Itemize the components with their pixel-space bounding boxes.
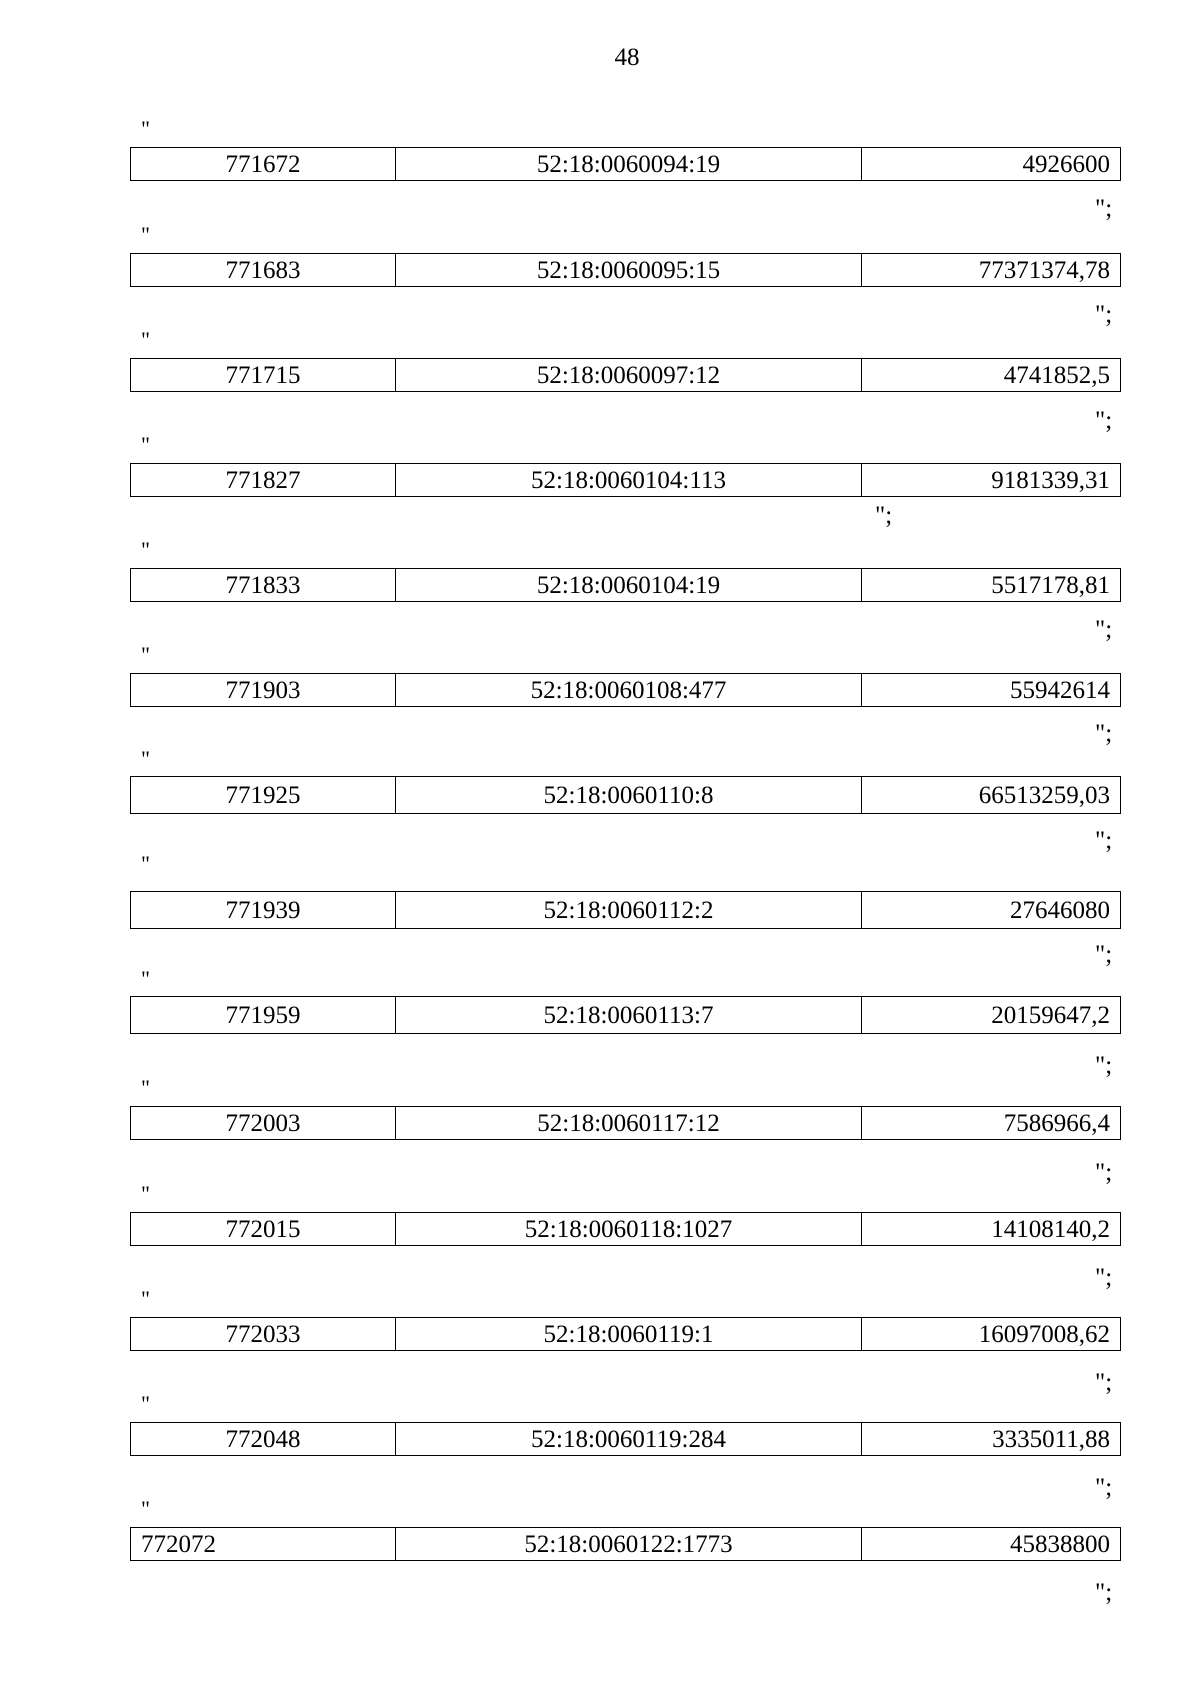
close-quote: "; — [1095, 616, 1113, 643]
open-quote: " — [141, 1496, 150, 1521]
cell-id: 771939 — [131, 892, 396, 928]
table-row — [130, 1106, 1121, 1140]
table-row — [130, 776, 1121, 814]
cell-value: 20159647,2 — [991, 1001, 1110, 1029]
close-quote: "; — [1095, 827, 1113, 854]
open-quote: " — [141, 746, 150, 771]
cell-value: 16097008,62 — [978, 1320, 1110, 1348]
table-row — [130, 253, 1121, 287]
cell-id: 771683 — [131, 254, 396, 286]
open-quote: " — [141, 1181, 150, 1206]
table-row — [130, 568, 1121, 602]
close-quote: "; — [1095, 301, 1113, 328]
cell-cadastral-number: 52:18:0060097:12 — [396, 359, 862, 391]
cell-cadastral-number: 52:18:0060108:477 — [396, 674, 862, 706]
cell-id: 771925 — [131, 777, 396, 813]
cell-cadastral-number: 52:18:0060110:8 — [396, 777, 862, 813]
cell-value: 4926600 — [1022, 150, 1110, 178]
cell-value: 14108140,2 — [991, 1215, 1110, 1243]
table-row — [130, 463, 1121, 497]
close-quote: "; — [1095, 407, 1113, 434]
cell-value: 55942614 — [1010, 676, 1110, 704]
close-quote: "; — [1095, 720, 1113, 747]
open-quote: " — [141, 116, 150, 141]
close-quote: "; — [1095, 1474, 1113, 1501]
cell-id: 771827 — [131, 464, 396, 496]
table-row — [130, 358, 1121, 392]
cell-value: 45838800 — [1010, 1530, 1110, 1558]
cell-cadastral-number: 52:18:0060119:1 — [396, 1318, 862, 1350]
cell-value: 9181339,31 — [991, 466, 1110, 494]
page-number: 48 — [614, 44, 640, 71]
close-quote: "; — [1095, 1159, 1113, 1186]
cell-id: 771715 — [131, 359, 396, 391]
close-quote: "; — [1095, 1052, 1113, 1079]
cell-id: 771959 — [131, 997, 396, 1033]
open-quote: " — [141, 1391, 150, 1416]
open-quote: " — [141, 1286, 150, 1311]
cell-value: 77371374,78 — [978, 256, 1110, 284]
close-quote: "; — [1095, 1264, 1113, 1291]
cell-value: 66513259,03 — [978, 781, 1110, 809]
table-row — [130, 1422, 1121, 1456]
cell-value: 5517178,81 — [991, 571, 1110, 599]
open-quote: " — [141, 327, 150, 352]
cell-id: 771672 — [131, 148, 396, 180]
cell-value: 4741852,5 — [1003, 361, 1110, 389]
table-row — [130, 1212, 1121, 1246]
cell-id: 772003 — [131, 1107, 396, 1139]
open-quote: " — [141, 966, 150, 991]
open-quote: " — [141, 642, 150, 667]
cell-id: 771833 — [131, 569, 396, 601]
open-quote: " — [141, 537, 150, 562]
table-row — [130, 1317, 1121, 1351]
cell-cadastral-number: 52:18:0060095:15 — [396, 254, 862, 286]
open-quote: " — [141, 851, 150, 876]
cell-id: 771903 — [131, 674, 396, 706]
cell-cadastral-number: 52:18:0060104:19 — [396, 569, 862, 601]
open-quote: " — [141, 222, 150, 247]
cell-value: 27646080 — [1010, 896, 1110, 924]
table-row — [130, 891, 1121, 929]
open-quote: " — [141, 1075, 150, 1100]
cell-cadastral-number: 52:18:0060119:284 — [396, 1423, 862, 1455]
close-quote: "; — [1095, 1579, 1113, 1606]
cell-cadastral-number: 52:18:0060113:7 — [396, 997, 862, 1033]
table-row — [130, 1527, 1121, 1561]
close-quote: "; — [1095, 941, 1113, 968]
cell-cadastral-number: 52:18:0060122:1773 — [396, 1528, 862, 1560]
cell-id: 772015 — [131, 1213, 396, 1245]
cell-value: 3335011,88 — [992, 1425, 1110, 1453]
cell-cadastral-number: 52:18:0060094:19 — [396, 148, 862, 180]
close-quote: "; — [1095, 195, 1113, 222]
table-row — [130, 673, 1121, 707]
table-row — [130, 147, 1121, 181]
cell-id: 772033 — [131, 1318, 396, 1350]
cell-id: 772072 — [131, 1528, 396, 1560]
cell-cadastral-number: 52:18:0060117:12 — [396, 1107, 862, 1139]
cell-cadastral-number: 52:18:0060104:113 — [396, 464, 862, 496]
cell-value: 7586966,4 — [1003, 1109, 1110, 1137]
cell-id: 772048 — [131, 1423, 396, 1455]
cell-cadastral-number: 52:18:0060118:1027 — [396, 1213, 862, 1245]
cell-cadastral-number: 52:18:0060112:2 — [396, 892, 862, 928]
close-quote: "; — [875, 502, 893, 529]
table-row — [130, 996, 1121, 1034]
open-quote: " — [141, 432, 150, 457]
close-quote: "; — [1095, 1369, 1113, 1396]
